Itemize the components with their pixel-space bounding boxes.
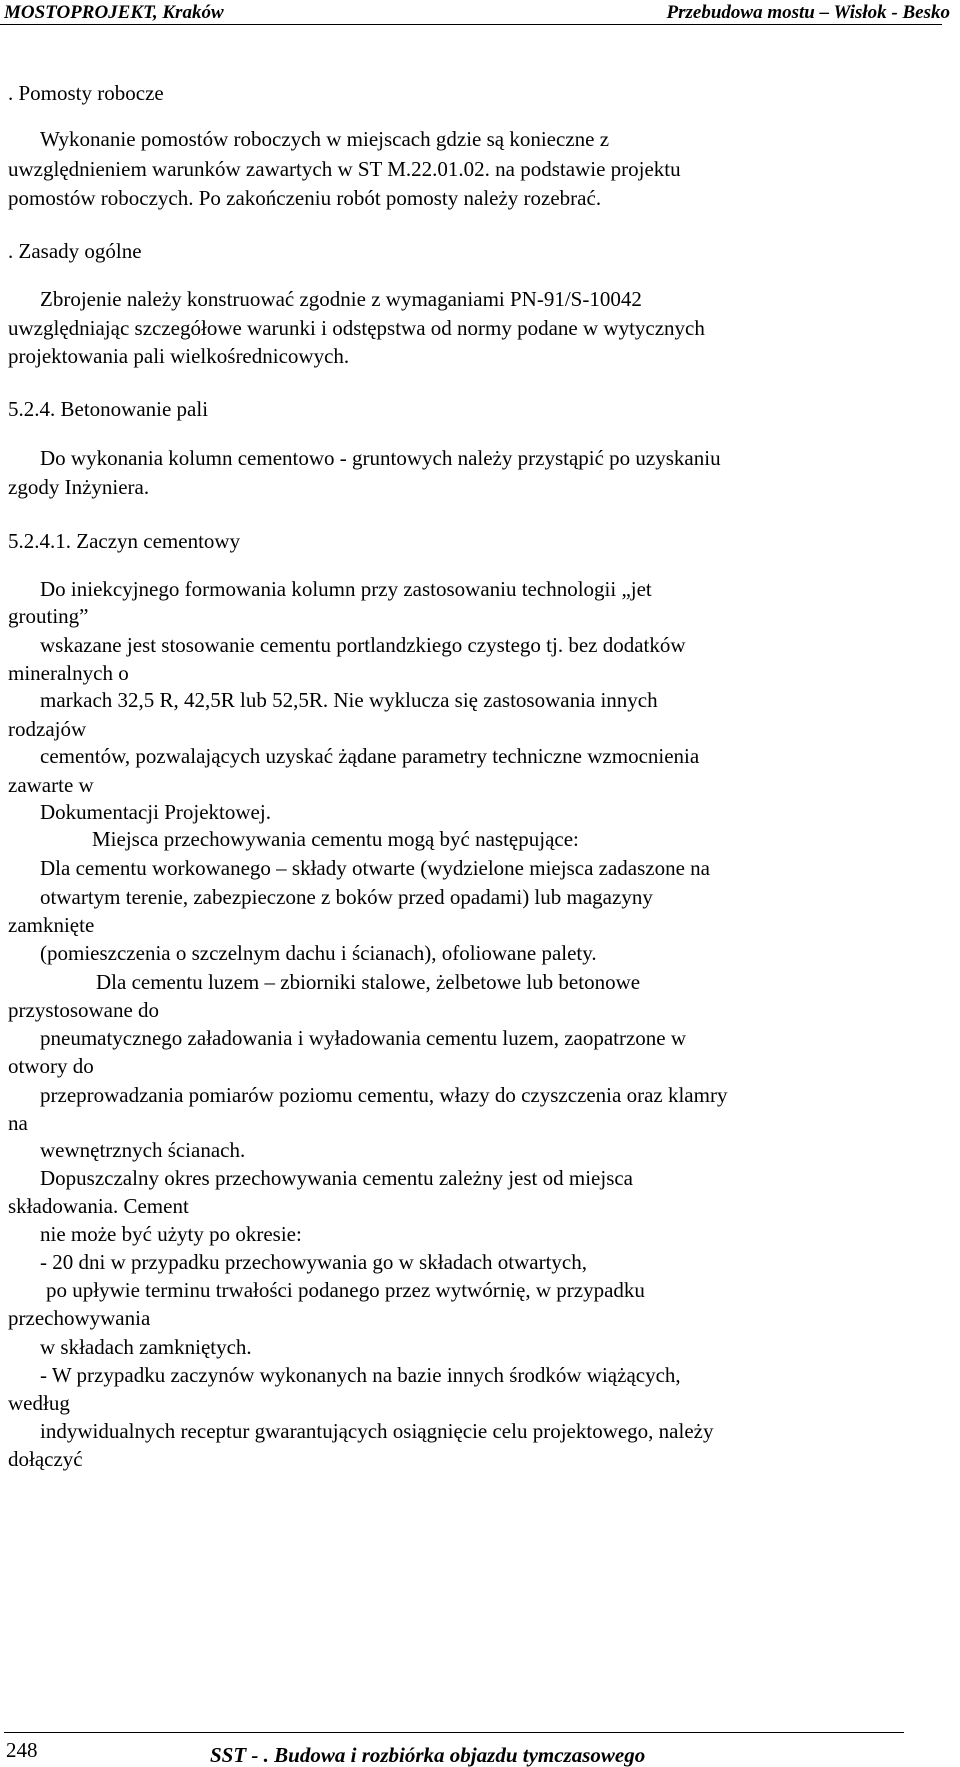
paragraph-line: pomostów roboczych. Po zakończeniu robót pomosty należy rozebrać. [8,186,602,210]
paragraph-line: przeprowadzania pomiarów poziomu cementu, włazy do czyszczenia oraz klamry [40,1083,728,1107]
paragraph-line: wskazane jest stosowanie cementu portlandzkiego czystego tj. bez dodatków [40,633,686,657]
paragraph-line: cementów, pozwalających uzyskać żądane parametry techniczne wzmocnienia [40,744,700,768]
paragraph-line: Do iniekcyjnego formowania kolumn przy zastosowaniu technologii „jet [40,577,652,601]
section-heading-zasady: . Zasady ogólne [8,239,142,263]
footer-title: SST - . Budowa i rozbiórka objazdu tymczasowego [210,1743,646,1767]
paragraph-line: (pomieszczenia o szczelnym dachu i ścianach), ofoliowane palety. [40,941,597,965]
paragraph-line: mineralnych o [8,661,129,685]
paragraph-line: zawarte w [8,773,94,797]
paragraph-line: Dopuszczalny okres przechowywania cementu zależny jest od miejsca [40,1166,634,1190]
paragraph-line: zgody Inżyniera. [8,475,150,499]
paragraph-line: składowania. Cement [8,1194,189,1218]
paragraph-line: - 20 dni w przypadku przechowywania go w składach otwartych, [40,1250,587,1274]
page-number: 248 [6,1738,38,1762]
header-divider [0,24,942,25]
paragraph-line: nie może być użyty po okresie: [40,1222,302,1246]
paragraph-line: Do wykonania kolumn cementowo - gruntowych należy przystąpić po uzyskaniu [40,446,721,470]
paragraph-line: markach 32,5 R, 42,5R lub 52,5R. Nie wyklucza się zastosowania innych [40,688,658,712]
paragraph-line: Zbrojenie należy konstruować zgodnie z wymaganiami PN-91/S-10042 [40,287,642,311]
paragraph-line: Wykonanie pomostów roboczych w miejscach gdzie są konieczne z [40,127,610,151]
paragraph-line: wewnętrznych ścianach. [40,1138,246,1162]
paragraph-line: projektowania pali wielkośrednicowych. [8,344,350,368]
page-header [0,0,960,24]
paragraph-line: w składach zamkniętych. [40,1335,252,1359]
paragraph-line: uwzględnieniem warunków zawartych w ST M.22.01.02. na podstawie projektu [8,157,681,181]
section-heading-pomosty: . Pomosty robocze [8,81,164,105]
paragraph-line: po upływie terminu trwałości podanego przez wytwórnię, w przypadku [46,1278,645,1302]
footer-divider [4,1732,904,1733]
paragraph-line: Dokumentacji Projektowej. [40,800,271,824]
paragraph-line: pneumatycznego załadowania i wyładowania cementu luzem, zaopatrzone w [40,1026,687,1050]
paragraph-line: otwartym terenie, zabezpieczone z boków przed opadami) lub magazyny [40,885,653,909]
paragraph-line: - W przypadku zaczynów wykonanych na bazie innych środków wiążących, [40,1363,681,1387]
paragraph-line: na [8,1111,28,1135]
paragraph-line: uwzględniając szczegółowe warunki i odstępstwa od normy podane w wytycznych [8,316,705,340]
paragraph-line: dołączyć [8,1447,83,1471]
section-heading-betonowanie: 5.2.4. Betonowanie pali [8,397,209,421]
paragraph-line: przystosowane do [8,998,160,1022]
paragraph-line: otwory do [8,1054,94,1078]
paragraph-line: według [8,1391,70,1415]
paragraph-line: indywidualnych receptur gwarantujących osiągnięcie celu projektowego, należy [40,1419,714,1443]
paragraph-line: zamknięte [8,913,95,937]
paragraph-line: Dla cementu luzem – zbiorniki stalowe, żelbetowe lub betonowe [96,970,641,994]
header-company: MOSTOPROJEKT, Kraków [4,2,224,23]
section-heading-zaczyn: 5.2.4.1. Zaczyn cementowy [8,529,241,553]
paragraph-line: Dla cementu workowanego – składy otwarte (wydzielone miejsca zadaszone na [40,856,710,880]
paragraph-line: Miejsca przechowywania cementu mogą być następujące: [92,827,579,851]
paragraph-line: grouting” [8,604,89,628]
paragraph-line: rodzajów [8,717,87,741]
header-project: Przebudowa mostu – Wisłok - Besko [666,2,950,23]
paragraph-line: przechowywania [8,1306,151,1330]
